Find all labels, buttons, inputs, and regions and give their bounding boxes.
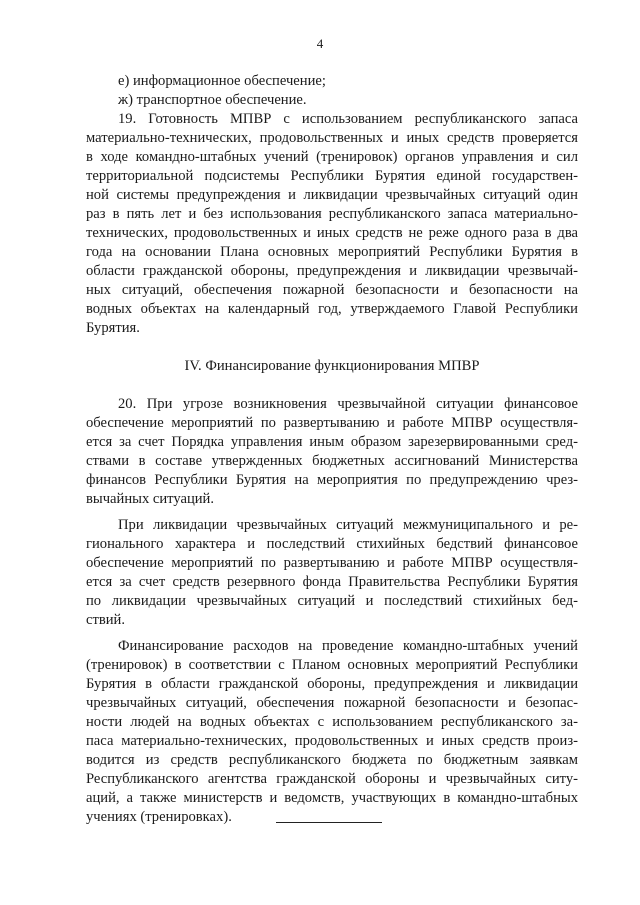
paragraph-line: ности людей на водных объектах с использованием республиканского за- (86, 714, 578, 730)
paragraph-financing (86, 637, 578, 827)
paragraph-line: области гражданской обороны, предупреждения и ликвидации чрезвычай- (86, 263, 578, 279)
paragraph-line: ствий. (86, 612, 126, 628)
paragraph-line: гионального характера и последствий стихийных бедствий финансовое (86, 536, 578, 552)
paragraph-line: водится из средств республиканского бюджета по бюджетным заявкам (86, 752, 578, 768)
section-heading: IV. Финансирование функционирования МПВР (184, 358, 480, 374)
paragraph-line: (тренировок) в соответствии с Планом основных мероприятий Республики (86, 657, 578, 673)
paragraph-line: 19. Готовность МПВР с использованием республиканского запаса (118, 111, 578, 127)
document-body (86, 72, 578, 827)
paragraph-liquidation (86, 516, 578, 630)
paragraph-line: Бурятия в области гражданской обороны, предупреждения и ликвидации (86, 676, 578, 692)
paragraph-line: года на основании Плана основных мероприятий Республики Бурятия в (86, 244, 578, 260)
paragraph-line: ной системы предупреждения и ликвидации чрезвычайных ситуаций один (86, 187, 578, 203)
paragraph-line: ных ситуаций, обеспечения пожарной безопасности и безопасности на (86, 282, 578, 298)
paragraph-line: паса материально-технических, продовольственных и иных средств произ- (86, 733, 578, 749)
list-item-zh: ж) транспортное обеспечение. (118, 92, 307, 108)
paragraph-line: обеспечение мероприятий по развертыванию и работе МПВР осуществля- (86, 415, 578, 431)
paragraph-line: аций, а также министерств и ведомств, участвующих в командно-штабных (86, 790, 578, 806)
paragraph-line: Республиканского агентства гражданской обороны и чрезвычайных ситу- (86, 771, 578, 787)
paragraph-line: ется за счет средств резервного фонда Правительства Республики Бурятия (86, 574, 578, 590)
paragraph-line: обеспечение мероприятий по развертыванию и работе МПВР осуществля- (86, 555, 578, 571)
paragraph-line: по ликвидации чрезвычайных ситуаций и последствий стихийных бед- (86, 593, 578, 609)
paragraph-line: Бурятия. (86, 320, 140, 336)
paragraph-20 (86, 395, 578, 509)
paragraph-line: 20. При угрозе возникновения чрезвычайной ситуации финансовое (118, 396, 578, 412)
paragraph-line: чрезвычайных ситуаций, обеспечения пожарной безопасности и безопас- (86, 695, 578, 711)
paragraph-19 (86, 110, 578, 338)
paragraph-line: Финансирование расходов на проведение командно-штабных учений (118, 638, 578, 654)
paragraph-line: ствами в составе утвержденных бюджетных ассигнований Министерства (86, 453, 578, 469)
paragraph-line: раз в пять лет и без использования республиканского запаса материально- (86, 206, 578, 222)
paragraph-line: территориальной подсистемы Республики Бурятия единой государствен- (86, 168, 578, 184)
page-number: 4 (316, 36, 324, 51)
paragraph-line: вычайных ситуаций. (86, 491, 215, 507)
paragraph-line: финансов Республики Бурятия на мероприятия по предупреждению чрез- (86, 472, 578, 488)
paragraph-line: учениях (тренировках). (86, 809, 232, 825)
closing-separator-line (276, 822, 382, 823)
paragraph-line: При ликвидации чрезвычайных ситуаций межмуниципального и ре- (118, 517, 578, 533)
paragraph-line: технических, продовольственных и иных средств не реже одного раза в два (86, 225, 578, 241)
list-items (86, 72, 578, 110)
paragraph-line: в ходе командно-штабных учений (тренировок) органов управления и сил (86, 149, 578, 165)
list-item-e: е) информационное обеспечение; (118, 73, 326, 89)
paragraph-line: водных объектах на календарный год, утверждаемого Главой Республики (86, 301, 578, 317)
paragraph-line: ется за счет Порядка управления иным образом зарезервированными сред- (86, 434, 578, 450)
paragraph-line: материально-технических, продовольственных и иных средств проверяется (86, 130, 578, 146)
